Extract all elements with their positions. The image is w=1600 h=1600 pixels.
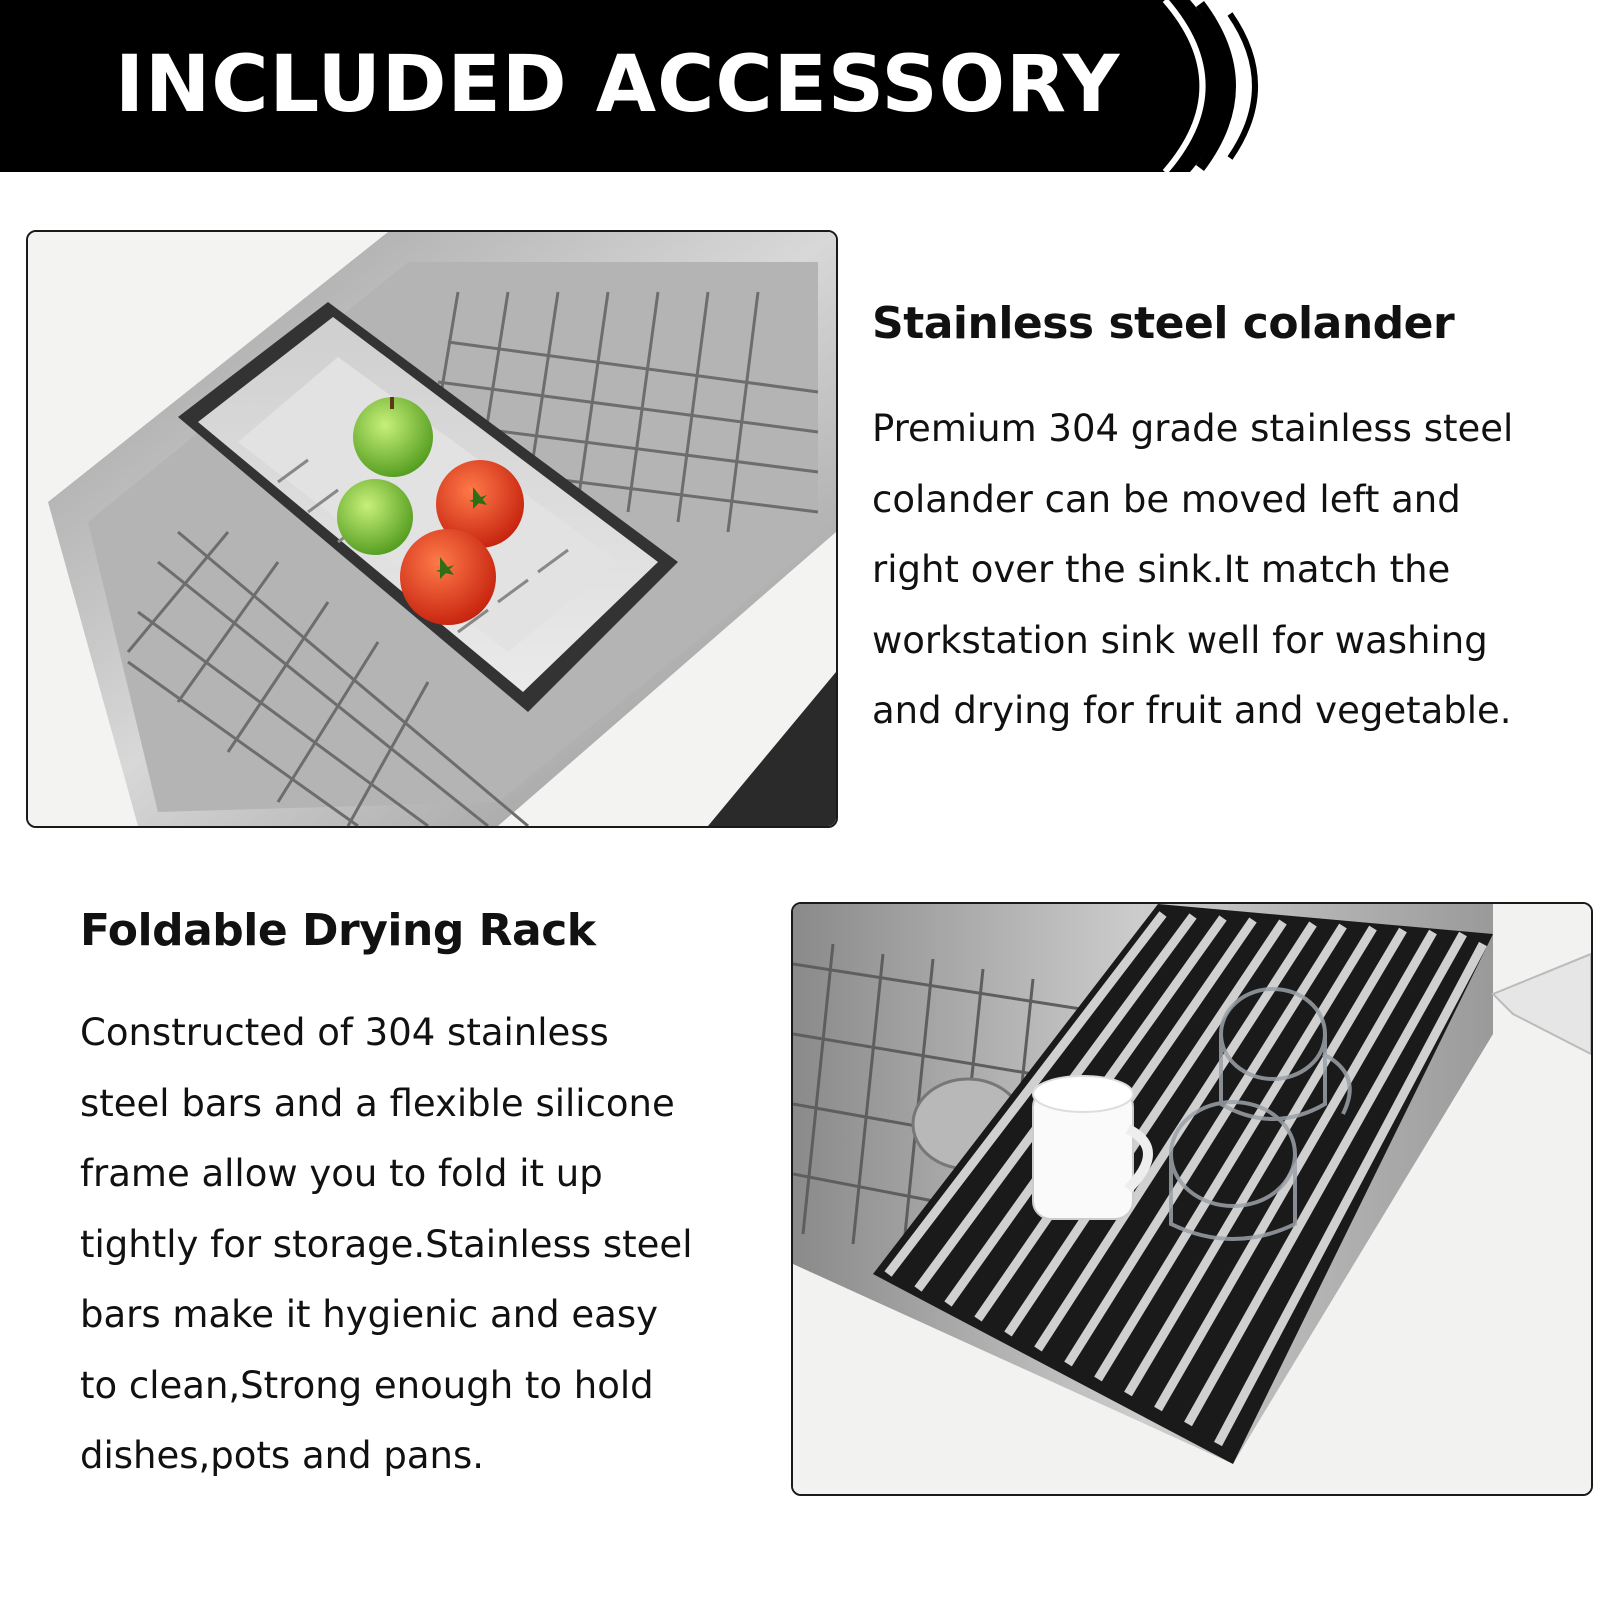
colander-photo bbox=[26, 230, 838, 828]
drying-rack-line: dishes,pots and pans. bbox=[80, 1434, 484, 1477]
colander-description bbox=[872, 394, 1513, 747]
colander-line: colander can be moved left and bbox=[872, 477, 1461, 521]
drying-rack-photo bbox=[791, 902, 1593, 1496]
drying-rack-line: to clean,Strong enough to hold bbox=[80, 1363, 654, 1407]
drying-rack-line: steel bars and a flexible silicone bbox=[80, 1081, 675, 1125]
colander-line: Premium 304 grade stainless steel bbox=[872, 407, 1514, 450]
drying-rack-line: bars make it hygienic and easy bbox=[80, 1293, 658, 1336]
header-banner bbox=[0, 0, 1275, 172]
colander-heading: Stainless steel colander bbox=[872, 298, 1455, 349]
drying-rack-line: frame allow you to fold it up bbox=[80, 1152, 603, 1195]
colander-line: and drying for fruit and vegetable. bbox=[872, 689, 1512, 732]
page-title: INCLUDED ACCESSORY bbox=[115, 40, 1121, 130]
drying-rack-heading: Foldable Drying Rack bbox=[80, 905, 596, 956]
drying-rack-line: tightly for storage.Stainless steel bbox=[80, 1222, 693, 1266]
drying-rack-line: Constructed of 304 stainless bbox=[80, 1011, 609, 1054]
drying-rack-description bbox=[80, 998, 692, 1492]
colander-line: right over the sink.It match the bbox=[872, 548, 1451, 591]
colander-line: workstation sink well for washing bbox=[872, 618, 1488, 662]
